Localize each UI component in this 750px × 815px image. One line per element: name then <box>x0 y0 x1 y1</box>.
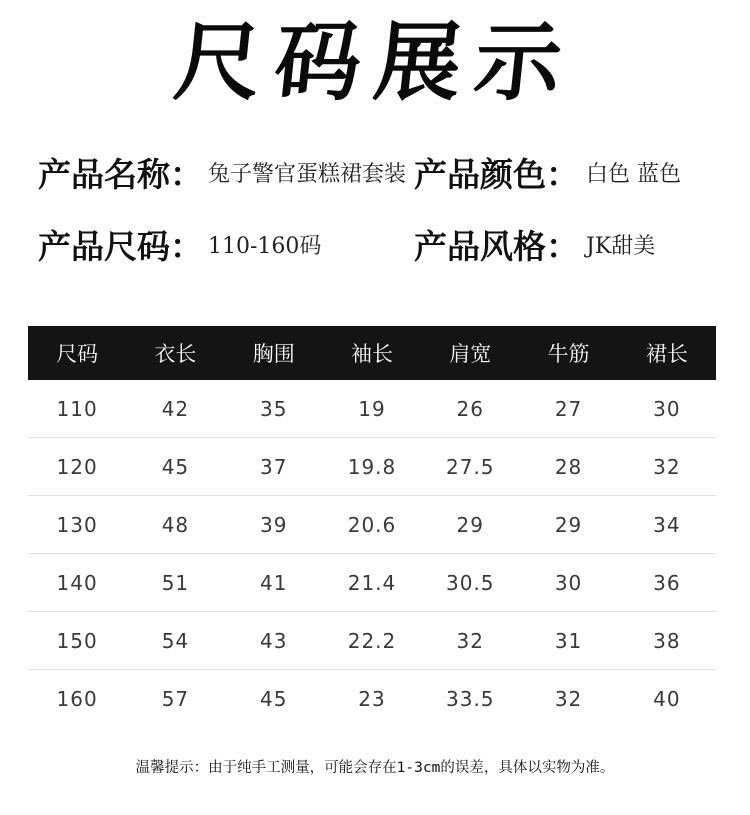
table-cell: 35 <box>259 396 288 421</box>
table-cell: 38 <box>653 628 681 653</box>
product-size-label: 产品尺码： <box>38 227 203 266</box>
size-table-body <box>28 380 716 727</box>
table-cell: 41 <box>259 570 288 595</box>
info-row-size-style <box>0 224 750 270</box>
product-name-label: 产品名称： <box>38 155 203 194</box>
size-table-header <box>28 326 716 380</box>
table-cell: 110 <box>56 396 98 421</box>
info-row-name-color <box>0 152 750 198</box>
table-cell: 32 <box>456 628 484 653</box>
header-length: 衣长 <box>154 342 197 366</box>
table-cell: 29 <box>554 512 583 537</box>
header-chest: 胸围 <box>252 342 295 366</box>
page-title: 尺码展示 <box>169 12 581 113</box>
table-cell: 48 <box>161 512 190 537</box>
table-cell: 30.5 <box>446 570 495 595</box>
table-cell: 21.4 <box>347 570 397 595</box>
table-cell: 43 <box>259 628 288 653</box>
table-cell: 36 <box>653 570 681 595</box>
measurement-note: 温馨提示：由于纯手工测量，可能会存在1-3cm的误差，具体以实物为准。 <box>135 760 615 776</box>
table-cell: 45 <box>161 454 190 479</box>
table-cell: 30 <box>653 396 681 421</box>
table-cell: 19.8 <box>347 454 397 479</box>
header-shoulder: 肩宽 <box>449 342 492 366</box>
table-cell: 32 <box>653 454 681 479</box>
header-skirt-length: 裙长 <box>645 342 688 366</box>
table-cell: 120 <box>56 454 98 479</box>
header-size: 尺码 <box>56 342 99 366</box>
table-cell: 160 <box>56 686 98 711</box>
table-row <box>28 670 716 727</box>
table-cell: 37 <box>259 454 288 479</box>
table-cell: 29 <box>456 512 484 537</box>
table-cell: 33.5 <box>446 686 495 711</box>
table-cell: 54 <box>161 628 190 653</box>
table-cell: 130 <box>56 512 98 537</box>
table-cell: 23 <box>358 686 386 711</box>
header-elastic: 牛筋 <box>547 342 590 366</box>
product-color-label: 产品颜色： <box>414 155 579 194</box>
product-style-value: JK甜美 <box>586 234 656 259</box>
header-sleeve: 袖长 <box>350 342 393 366</box>
table-cell: 34 <box>653 512 681 537</box>
table-cell: 31 <box>554 628 583 653</box>
table-cell: 27 <box>554 396 583 421</box>
table-row <box>28 554 716 612</box>
table-cell: 27.5 <box>446 454 495 479</box>
table-cell: 42 <box>161 396 190 421</box>
table-cell: 150 <box>56 628 98 653</box>
table-cell: 26 <box>456 396 484 421</box>
table-cell: 40 <box>653 686 681 711</box>
table-cell: 57 <box>161 686 190 711</box>
size-table <box>28 326 716 727</box>
table-cell: 22.2 <box>347 628 397 653</box>
table-cell: 30 <box>554 570 583 595</box>
table-cell: 19 <box>358 396 386 421</box>
product-style-label: 产品风格： <box>414 227 579 266</box>
table-cell: 39 <box>259 512 288 537</box>
table-cell: 20.6 <box>347 512 397 537</box>
table-row <box>28 612 716 670</box>
table-row <box>28 438 716 496</box>
table-cell: 45 <box>259 686 288 711</box>
table-cell: 51 <box>161 570 190 595</box>
table-row <box>28 496 716 554</box>
product-name-value: 兔子警官蛋糕裙套装 <box>208 162 407 187</box>
table-cell: 32 <box>554 686 583 711</box>
table-cell: 28 <box>554 454 583 479</box>
product-color-value: 白色 蓝色 <box>586 162 681 187</box>
table-row <box>28 380 716 438</box>
product-size-value: 110-160码 <box>208 234 322 259</box>
table-cell: 140 <box>56 570 98 595</box>
